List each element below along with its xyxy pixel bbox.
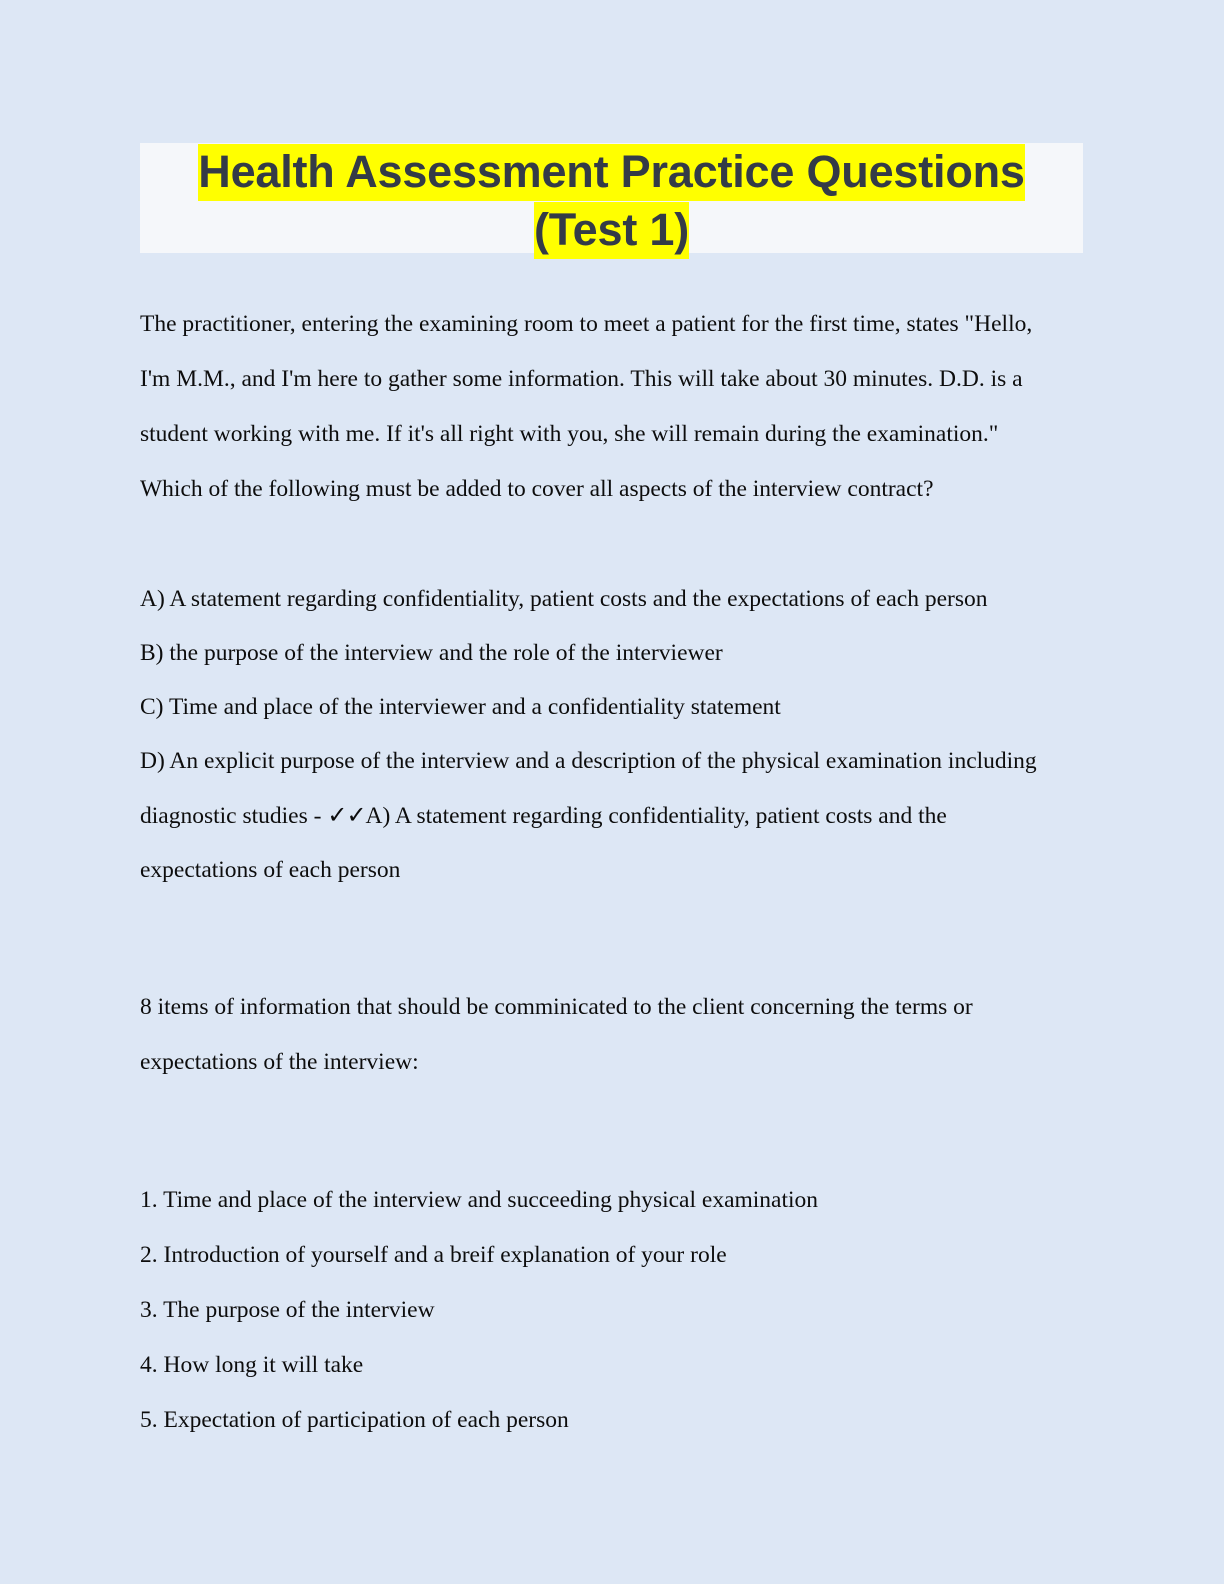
page-title-line-2 [140, 201, 1083, 259]
list-item: 4. How long it will take [140, 1352, 364, 1378]
checkmark-icon: ✓✓ [327, 801, 366, 829]
answer-option-d-text: D) An explicit purpose of the interview and a description of the physical examination including diagnostic studies - [140, 748, 1037, 829]
page-title-line-1 [140, 143, 1083, 201]
document-body [140, 297, 1058, 1448]
list-item: 2. Introduction of yourself and a breif explanation of your role [140, 1242, 727, 1268]
answer-options [140, 572, 1058, 897]
title-highlight-2: (Test 1) [534, 202, 689, 259]
list-item: 3. The purpose of the interview [140, 1297, 435, 1323]
answer-option-c: C) Time and place of the interviewer and a confidentiality statement [140, 694, 781, 720]
spacer-after-heading [140, 1090, 1058, 1145]
list-item: 1. Time and place of the interview and succeeding physical examination [140, 1187, 819, 1213]
answer-option-a: A) A statement regarding confidentiality, patient costs and the expectations of each person [140, 586, 988, 612]
question-stem: The practitioner, entering the examining room to meet a patient for the first time, states "Hello, I'm M.M., and I'm here to gather some information. This will take about 30 minutes. D.D. is a student working with me. If it's all right with you, she will remain during the examination." Which of the following must be added to cover all aspects of the interview contract? [140, 311, 1033, 502]
list-item: 5. Expectation of participation of each person [140, 1407, 569, 1433]
spacer-after-heading-2 [140, 1145, 1058, 1173]
title-highlight-1: Health Assessment Practice Questions [198, 144, 1024, 201]
answer-option-d [140, 734, 1058, 897]
spacer-after-options-2 [140, 952, 1058, 980]
page-title [140, 143, 1083, 259]
spacer-after-options [140, 897, 1058, 952]
section-heading: 8 items of information that should be comminicated to the client concerning the terms or expectations of the interview: [140, 994, 973, 1075]
answer-option-b: B) the purpose of the interview and the role of the interviewer [140, 640, 723, 666]
numbered-list [140, 1173, 1058, 1448]
correct-answer-text: A) A statement regarding confidentiality, patient costs and the expectations of each person [140, 803, 947, 883]
spacer-after-stem [140, 517, 1058, 572]
